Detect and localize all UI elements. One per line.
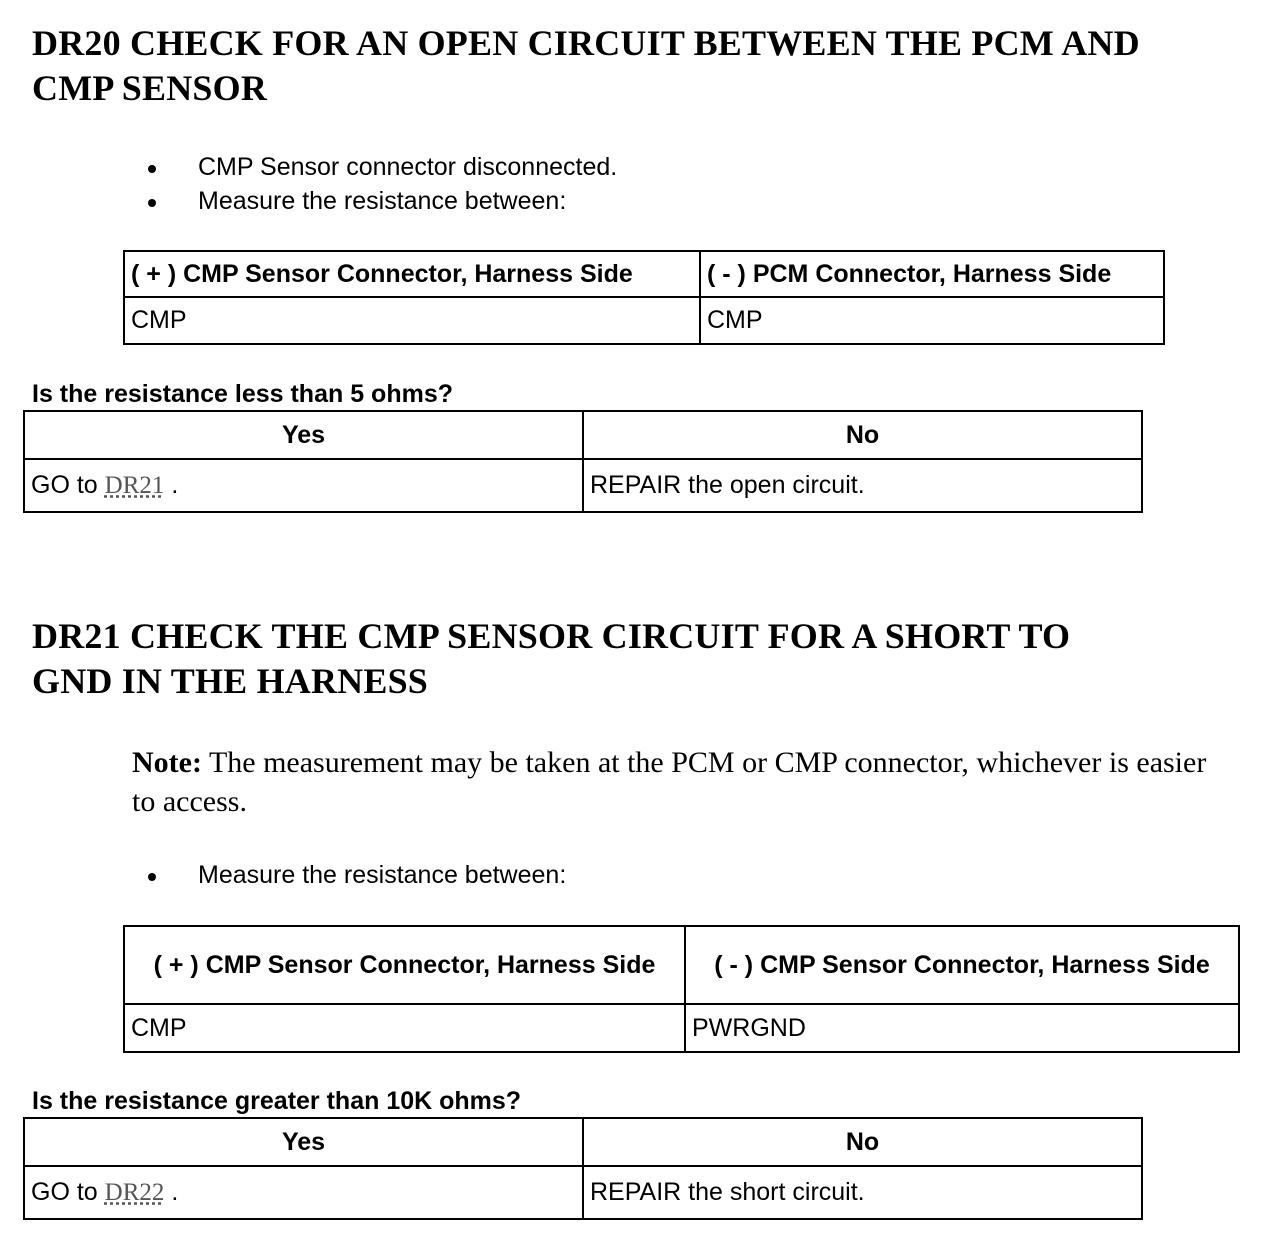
table-cell: CMP	[124, 1004, 685, 1052]
dr20-heading-line1: DR20 CHECK FOR AN OPEN CIRCUIT BETWEEN THE PCM AND	[32, 23, 1140, 63]
yes-header: Yes	[24, 411, 583, 459]
dr21-heading-line1: DR21 CHECK THE CMP SENSOR CIRCUIT FOR A SHORT TO	[32, 616, 1071, 656]
table-cell: CMP	[700, 297, 1164, 344]
dr21-heading-line2: GND IN THE HARNESS	[32, 661, 429, 701]
table-header-row	[24, 411, 1142, 459]
no-cell: REPAIR the open circuit.	[583, 459, 1142, 512]
table-cell: CMP	[124, 297, 700, 344]
dr20-heading-line2: CMP SENSOR	[32, 68, 268, 108]
list-item: CMP Sensor connector disconnected.	[140, 150, 617, 184]
bullet-icon	[148, 873, 156, 881]
list-item: Measure the resistance between:	[140, 858, 566, 892]
dr21-question: Is the resistance greater than 10K ohms?	[32, 1087, 522, 1115]
yes-cell: GO to DR22 .	[24, 1166, 583, 1219]
bullet-icon	[148, 165, 156, 173]
dr21-bullet-list	[140, 858, 566, 892]
dr21-note	[132, 743, 1232, 821]
table-row	[124, 297, 1164, 344]
dr20-heading	[32, 21, 1140, 111]
table-cell: PWRGND	[685, 1004, 1239, 1052]
dr21-heading	[32, 614, 1070, 704]
table-header-row	[124, 251, 1164, 297]
no-header: No	[583, 1118, 1142, 1166]
table-header-row	[24, 1118, 1142, 1166]
dr20-question: Is the resistance less than 5 ohms?	[32, 380, 453, 408]
table-row	[124, 1004, 1239, 1052]
table-header-cell: ( + ) CMP Sensor Connector, Harness Side	[124, 926, 685, 1004]
dr20-answer-table	[23, 410, 1143, 513]
table-header-cell: ( + ) CMP Sensor Connector, Harness Side	[124, 251, 700, 297]
table-row	[24, 1166, 1142, 1219]
dr21-answer-table	[23, 1117, 1143, 1220]
table-header-row	[124, 926, 1239, 1004]
no-cell: REPAIR the short circuit.	[583, 1166, 1142, 1219]
note-label: Note:	[132, 746, 202, 779]
dr20-bullet-list	[140, 150, 617, 218]
dr20-measure-table	[123, 250, 1165, 345]
table-header-cell: ( - ) CMP Sensor Connector, Harness Side	[685, 926, 1239, 1004]
dr21-link[interactable]: DR21	[104, 472, 165, 499]
yes-cell: GO to DR21 .	[24, 459, 583, 512]
no-header: No	[583, 411, 1142, 459]
dr21-measure-table	[123, 925, 1240, 1053]
table-row	[24, 459, 1142, 512]
dr22-link[interactable]: DR22	[104, 1179, 165, 1206]
table-header-cell: ( - ) PCM Connector, Harness Side	[700, 251, 1164, 297]
yes-header: Yes	[24, 1118, 583, 1166]
bullet-icon	[148, 199, 156, 207]
list-item: Measure the resistance between:	[140, 184, 617, 218]
note-text: The measurement may be taken at the PCM or CMP connector, whichever is easier to access.	[132, 746, 1207, 818]
